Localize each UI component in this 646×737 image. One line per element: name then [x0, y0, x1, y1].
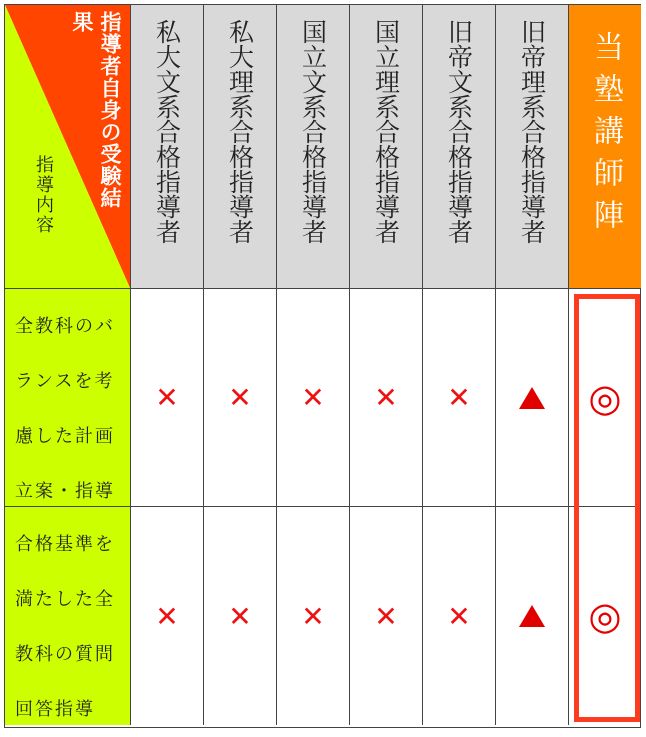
table-cell: [277, 507, 350, 725]
table-cell: [350, 507, 423, 725]
row-header-line: 立案・指導: [15, 481, 115, 502]
table-cell: [569, 507, 641, 725]
row-header-line: 満たした全: [15, 589, 115, 610]
double-circle-icon: ◎: [588, 594, 622, 638]
cross-icon: ✕: [301, 599, 325, 633]
column-header: [204, 5, 277, 289]
table-cell: [277, 289, 350, 507]
guidance-content-label: 指導内容: [33, 155, 54, 235]
triangle-icon: [519, 387, 545, 409]
cross-icon: ✕: [447, 381, 471, 414]
corner-header: [5, 5, 131, 289]
exam-result-label: 指導者自身の受験結果: [70, 11, 122, 209]
row-header-line: 全教科のバ: [15, 316, 115, 337]
row-header: [5, 289, 131, 507]
cross-icon: ✕: [228, 381, 252, 414]
table-cell: [569, 289, 641, 507]
column-header: [277, 5, 350, 289]
row-header-line: 教科の質問: [15, 644, 115, 665]
cross-icon: ✕: [228, 599, 252, 633]
our-instructors-header: [569, 5, 641, 289]
cross-icon: ✕: [447, 599, 471, 633]
column-header: [423, 5, 496, 289]
table-cell: [204, 289, 277, 507]
cross-icon: ✕: [374, 381, 398, 414]
column-header-label: 国立理系合格指導者: [371, 19, 401, 244]
column-header: [350, 5, 423, 289]
double-circle-icon: ◎: [588, 375, 622, 420]
cross-icon: ✕: [374, 599, 398, 633]
row-header-line: 合格基準を: [15, 534, 115, 555]
row-header-line: ランスを考: [15, 371, 115, 392]
cross-icon: ✕: [155, 599, 179, 633]
column-header-label: 国立文系合格指導者: [298, 19, 328, 244]
table-cell: [423, 507, 496, 725]
table-cell: [496, 289, 569, 507]
table-cell: [350, 289, 423, 507]
table-cell: [131, 507, 204, 725]
row-header-line: 慮した計画: [15, 426, 115, 447]
column-header-label: 私大文系合格指導者: [152, 19, 182, 244]
column-header-label: 旧帝理系合格指導者: [517, 19, 547, 244]
column-header-label: 私大理系合格指導者: [225, 19, 255, 244]
row-header-line: 回答指導: [15, 699, 95, 720]
cross-icon: ✕: [155, 381, 179, 414]
column-header-label: 旧帝文系合格指導者: [444, 19, 474, 244]
triangle-icon: [519, 605, 545, 627]
comparison-table: [4, 4, 641, 728]
table-cell: [423, 289, 496, 507]
column-header: [496, 5, 569, 289]
table-cell: [204, 507, 277, 725]
cross-icon: ✕: [301, 381, 325, 414]
column-header: [131, 5, 204, 289]
row-header: [5, 507, 131, 725]
our-instructors-label: 当塾講師陣: [588, 31, 623, 241]
table-cell: [496, 507, 569, 725]
table-cell: [131, 289, 204, 507]
